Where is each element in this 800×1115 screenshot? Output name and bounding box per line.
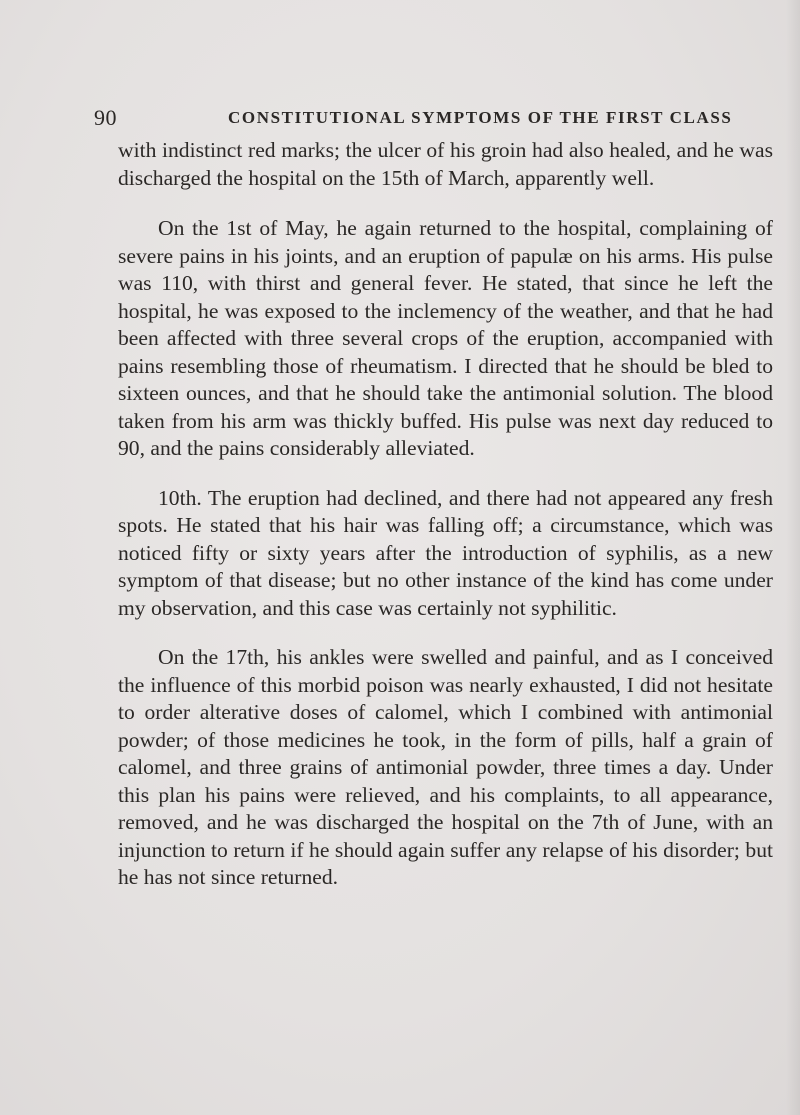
- body-text: [118, 137, 773, 892]
- paragraph-tenth: 10th. The eruption had declined, and there had not appeared any fresh spots. He stated that his hair was falling off; a circumstance, which was noticed fifty or sixty years after the introduction of syphilis, as a new symptom of that disease; but no other instance of the kind has come under my observation, and this case was certainly not syphilitic.: [118, 485, 773, 620]
- page-number: 90: [94, 105, 117, 130]
- running-title: CONSTITUTIONAL SYMPTOMS OF THE FIRST CLASS: [228, 108, 733, 127]
- paragraph-seventeenth: On the 17th, his ankles were swelled and painful, and as I conceived the influence of this morbid poison was nearly exhausted, I did not hesitate to order alterative doses of calomel, which I combined with antimonial powder; of those medicines he took, in the form of pills, half a grain of calomel, and three grains of antimonial powder, three times a day. Under this plan his pains were relieved, and his complaints, to all appearance, removed, and he was discharged the hospital on the 7th of June, with an injunction to return if he should again suffer any relapse of his disorder; but he has not since returned.: [118, 645, 773, 889]
- paragraph-continuation: with indistinct red marks; the ulcer of his groin had also healed, and he was discharged the hospital on the 15th of March, apparently well.: [118, 138, 773, 190]
- paragraph-may-first: On the 1st of May, he again returned to the hospital, complaining of severe pains in his joints, and an eruption of papulæ on his arms. His pulse was 110, with thirst and general fever. He stated, that since he left the hospital, he was exposed to the inclemency of the weather, and that he had been affected with three several crops of the eruption, accompanied with pains resembling those of rheumatism. I directed that he should be bled to sixteen ounces, and that he should take the antimonial solution. The blood taken from his arm was thickly buffed. His pulse was next day reduced to 90, and the pains considerably alleviated.: [118, 216, 773, 460]
- running-head: [94, 105, 774, 135]
- page-edge-shadow: [786, 0, 800, 1115]
